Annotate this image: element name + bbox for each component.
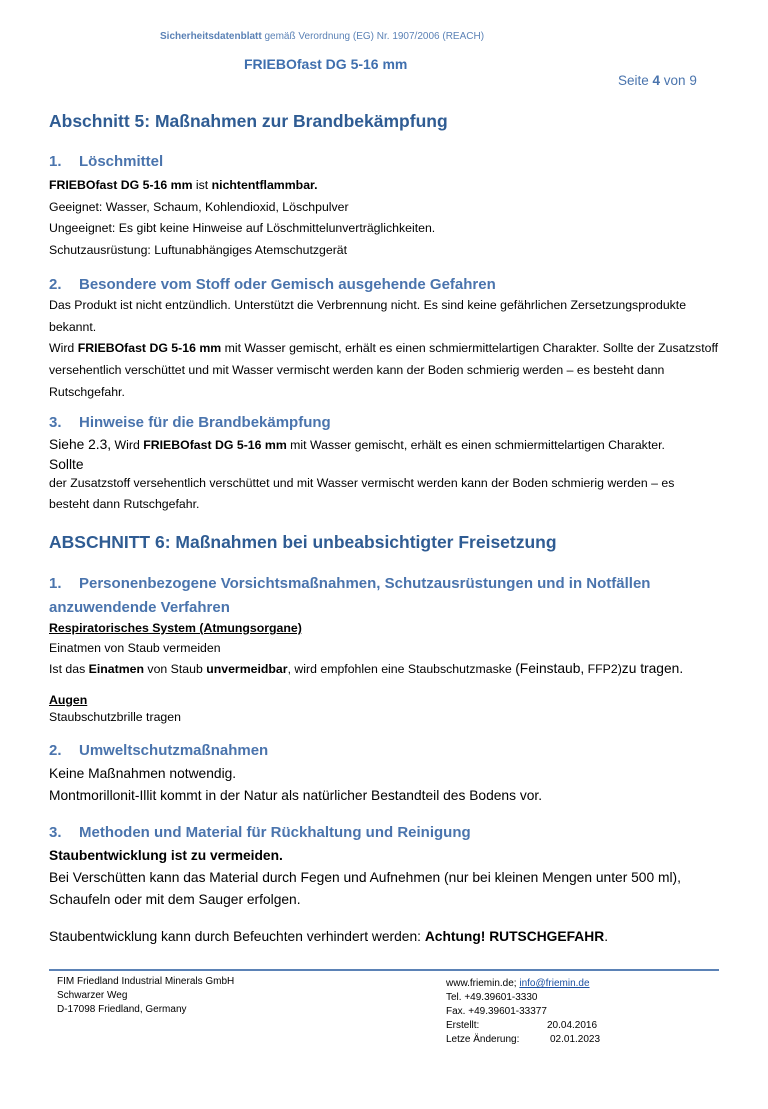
website-link[interactable]: www.friemin.de; bbox=[446, 978, 517, 989]
s6-sub2-body: Keine Maßnahmen notwendig. Montmorillonit-Illit kommt in der Natur als natürlicher Bestandteil des Bodens vor. bbox=[49, 766, 543, 803]
page-number: Seite 4 von 9 bbox=[618, 73, 697, 88]
s5-sub1-body: FRIEBOfast DG 5-16 mm ist nichtentflammbar. Geeignet: Wasser, Schaum, Kohlendioxid, Löschpulver Ungeeignet: Es gibt keine Hinweise auf Löschmittelunverträglichkeiten. Schutzausrüstung: Luftunabhängiges Atemschutzgerät bbox=[49, 178, 436, 258]
footer-address: FIM Friedland Industrial Minerals GmbH Schwarzer Weg D-17098 Friedland, Germany bbox=[57, 976, 235, 1015]
sds-header: Sicherheitsdatenblatt gemäß Verordnung (EG) Nr. 1907/2006 (REACH) bbox=[160, 31, 485, 42]
s5-sub3-body: Siehe 2.3, Wird FRIEBOfast DG 5-16 mm mit Wasser gemischt, erhält es einen schmiermittelartigen Charakter. Sollte der Zusatzstoff versehentlich verschüttet und mit Wasser vermischt werden kann der Boden schmierig werden – es besteht dann Rutschgefahr. bbox=[49, 437, 675, 512]
s5-sub2-title: 2. Besondere vom Stoff oder Gemisch ausgehende Gefahren bbox=[49, 276, 496, 293]
footer-divider bbox=[49, 969, 719, 971]
product-title: FRIEBOfast DG 5-16 mm bbox=[244, 56, 408, 72]
section-5-title: Abschnitt 5: Maßnahmen zur Brandbekämpfung bbox=[49, 111, 448, 131]
respiratory-heading: Respiratorisches System (Atmungsorgane) bbox=[49, 621, 302, 635]
s6-sub1-body: Respiratorisches System (Atmungsorgane) Einatmen von Staub vermeiden Ist das Einatmen von Staub unvermeidbar, wird empfohlen eine Staubschutzmaske (Feinstaub, FFP2)zu tragen. bbox=[49, 619, 729, 680]
s5-sub3-title: 3. Hinweise für die Brandbekämpfung bbox=[49, 414, 331, 431]
footer-contact: www.friemin.de; info@friemin.de Tel. +49.39601-3330 Fax. +49.39601-33377 Erstellt: 20.04.2016 Letze Änderung: 02.01.2023 bbox=[446, 978, 601, 1045]
s5-sub1-title: 1. Löschmittel bbox=[49, 153, 164, 170]
s6-sub3-title: 3. Methoden und Material für Rückhaltung und Reinigung bbox=[49, 824, 471, 841]
email-link[interactable]: info@friemin.de bbox=[519, 978, 590, 989]
section-6-title: ABSCHNITT 6: Maßnahmen bei unbeabsichtigter Freisetzung bbox=[49, 532, 557, 552]
s6-sub3-body: Staubentwicklung ist zu vermeiden. Bei Verschütten kann das Material durch Fegen und Aufnehmen (nur bei kleinen Mengen unter 500 ml), Schaufeln oder mit dem Sauger erfolgen. bbox=[49, 848, 681, 907]
s6-eyes: Augen Staubschutzbrille tragen bbox=[49, 692, 729, 726]
s5-sub2-body: Das Produkt ist nicht entzündlich. Unterstützt die Verbrennung nicht. Es sind keine gefährlichen Zersetzungsprodukte bekannt. Wird FRIEBOfast DG 5-16 mm mit Wasser gemischt, erhält es einen schmiermittelartigen Charakter. Sollte der Zusatzstoff versehentlich verschüttet und mit Wasser vermischt werden kann der Boden schmierig werden – es besteht dann Rutschgefahr. bbox=[49, 298, 719, 399]
eyes-heading: Augen bbox=[49, 693, 88, 707]
s6-sub3-warning: Staubentwicklung kann durch Befeuchten verhindert werden: Achtung! RUTSCHGEFAHR. bbox=[49, 929, 609, 944]
s6-sub2-title: 2. Umweltschutzmaßnahmen bbox=[49, 742, 269, 759]
s6-sub1-title: 1. Personenbezogene Vorsichtsmaßnahmen, Schutzausrüstungen und in Notfällen anzuwendende Verfahren bbox=[49, 575, 651, 616]
